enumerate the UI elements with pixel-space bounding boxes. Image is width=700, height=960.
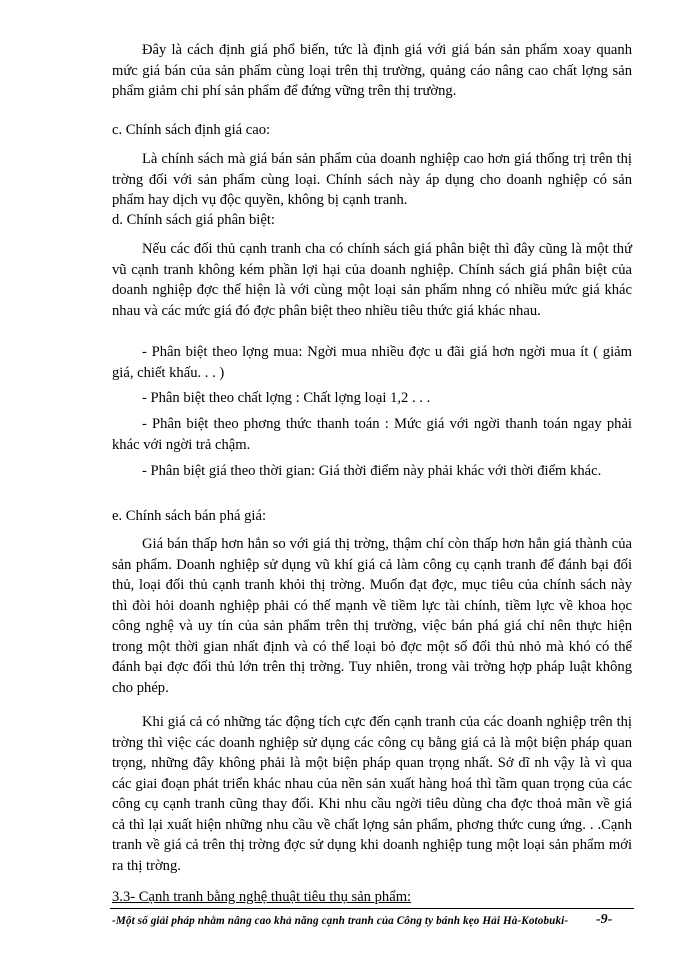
list-item-by-quantity: - Phân biệt theo lợng mua: Ngời mua nhiều đợc u đãi giá hơn ngời mua ít ( giảm giá, chiết khấu. . . ) [112,344,632,381]
footer-divider [110,908,634,909]
paragraph-pricing-common: Đây là cách định giá phổ biến, tức là định giá với giá bán sản phẩm xoay quanh mức giá bán của sản phẩm cùng loại trên thị trường, quảng cáo nâng cao chất lợng sản phẩm giảm chi phí sản phẩm để đứng vững trên thị trường. [112,42,632,99]
list-item-by-quality: - Phân biệt theo chất lợng : Chất lợng loại 1,2 . . . [142,390,431,406]
paragraph-differential-price: Nếu các đối thủ cạnh tranh cha có chính sách giá phân biệt thì đây cũng là một thứ vũ cạnh tranh không kém phần lợi hại của doanh nghiệp. Chính sách giá phân biệt của doanh nghiệp đợc thể hiện là với cùng một loại sản phẩm nhng có nhiều mức giá khác nhau và các mức giá đó đợc phân biệt theo nhiều tiêu thức giá khác nhau. [112,241,632,319]
list-item-by-payment: - Phân biệt theo phơng thức thanh toán : Mức giá với ngời thanh toán ngay phải khác với ngời trả chậm. [112,416,632,453]
section-heading-3-3: 3.3- Cạnh tranh bằng nghệ thuật tiêu thụ sản phẩm: [112,889,412,905]
paragraph-dumping: Giá bán thấp hơn hẳn so với giá thị trờng, thậm chí còn thấp hơn hẳn giá thành của sản phẩm. Doanh nghiệp sử dụng vũ khí giá cả làm công cụ cạnh tranh để đánh bại đối thủ, loại đối thủ cạnh tranh khỏi thị trờng. Muốn đạt đợc, mục tiêu của chính sách này thì đòi hỏi doanh nghiệp phải có thế mạnh về tiềm lực tài chính, tiềm lực về khoa học công nghệ và uy tín của sản phẩm trên thị trường, việc bán phá giá chỉ nên thực hiện trong một thời gian nhất định và có thể loại bỏ đợc một số đối thủ nhỏ mà khó có thể đánh bại đợc đối thủ lớn trên thị trờng. Tuy nhiên, trong vài trờng hợp pháp luật không cho phép. [112,536,632,696]
page-number: -9- [596,912,613,927]
heading-high-price-policy: c. Chính sách định giá cao: [112,122,271,138]
paragraph-price-competition: Khi giá cả có những tác động tích cực đến cạnh tranh của các doanh nghiệp trên thị trờng thì việc các doanh nghiệp sử dụng các công cụ bằng giá cả là một biện pháp quan trọng, những đây không phải là một biện pháp quan trọng nhất. Sở dĩ nh vậy là vì qua các giai đoạn phát triển khác nhau của nền sản xuất hàng hoá thì tầm quan trọng của các công cụ cạnh tranh cũng thay đổi. Khi nhu cầu ngời tiêu dùng cha đợc thoả mãn về giá cả thì lại xuất hiện những nhu cầu về chất lợng sản phẩm, phơng thức cung ứng. . .Cạnh tranh về giá cả trên thị trờng đợc sử dụng khi doanh nghiệp tung một loại sản phẩm mới ra thị trờng. [112,714,632,874]
paragraph-high-price: Là chính sách mà giá bán sản phẩm của doanh nghiệp cao hơn giá thống trị trên thị trờng đối với sản phẩm cùng loại. Chính sách này áp dụng cho doanh nghiệp có sản phẩm hay dịch vụ độc quyền, không bị cạnh tranh. [112,151,632,208]
heading-dumping-policy: e. Chính sách bán phá giá: [112,508,267,524]
heading-differential-price-policy: d. Chính sách giá phân biệt: [112,212,275,228]
footer-title: -Một số giải pháp nhằm nâng cao khả năng cạnh tranh của Công ty bánh kẹo Hải Hà-Kotobuki- [112,915,569,927]
list-item-by-time: - Phân biệt giá theo thời gian: Giá thời điểm này phải khác với thời điểm khác. [142,463,602,479]
